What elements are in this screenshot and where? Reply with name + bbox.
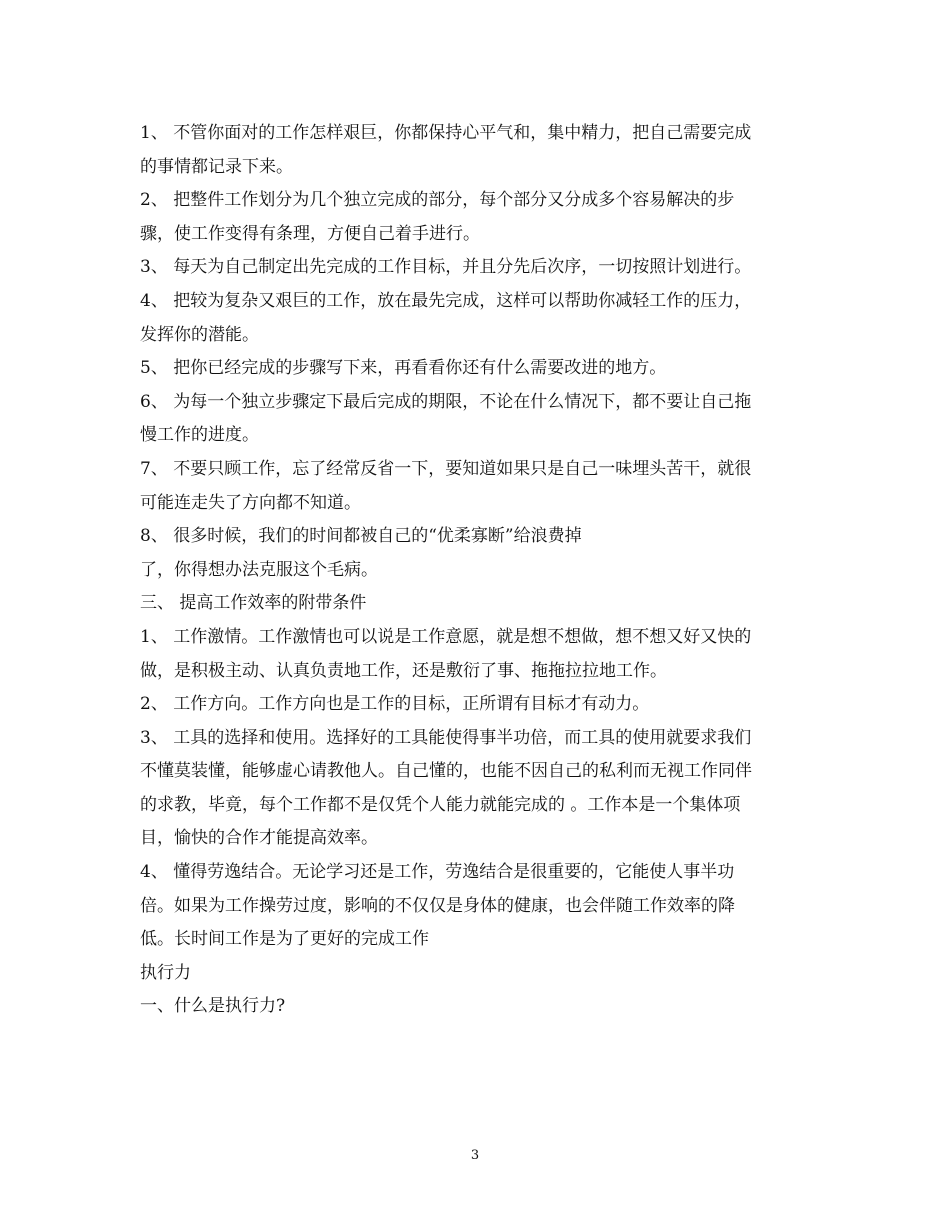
text-line-22: 目，愉快的合作才能提高效率。 [140, 828, 378, 849]
text-line-12: 可能连走失了方向都不知道。 [140, 492, 361, 513]
text-line-6: 4、 把较为复杂又艰巨的工作，放在最先完成，这样可以帮助你减轻工作的压力， [140, 290, 752, 311]
text-line-11: 7、 不要只顾工作，忘了经常反省一下，要知道如果只是自己一味埋头苦干，就很 [140, 458, 752, 479]
text-line-24: 倍。如果为工作操劳过度，影响的不仅仅是身体的健康，也会伴随工作效率的降 [140, 895, 735, 916]
text-line-3: 2、 把整件工作划分为几个独立完成的部分，每个部分又分成多个容易解决的步 [140, 190, 735, 211]
text-line-13: 8、 很多时候，我们的时间都被自己的“优柔寡断”给浪费掉 [140, 526, 582, 547]
text-line-25: 低。长时间工作是为了更好的完成工作 [140, 929, 429, 950]
text-line-18: 2、 工作方向。工作方向也是工作的目标，正所谓有目标才有动力。 [140, 694, 650, 715]
text-line-8: 5、 把你已经完成的步骤写下来，再看看你还有什么需要改进的地方。 [140, 358, 667, 379]
text-line-9: 6、 为每一个独立步骤定下最后完成的期限，不论在什么情况下，都不要让自己拖 [140, 391, 752, 412]
text-line-7: 发挥你的潜能。 [140, 324, 259, 345]
section-heading: 三、 提高工作效率的附带条件 [140, 593, 367, 614]
subsection-title: 执行力 [140, 962, 191, 983]
document-body [140, 117, 815, 1024]
subsection-heading: 一、什么是执行力? [140, 996, 286, 1017]
page-number: 3 [470, 1148, 480, 1163]
text-line-19: 3、 工具的选择和使用。选择好的工具能使得事半功倍，而工具的使用就要求我们 [140, 727, 752, 748]
text-line-2: 的事情都记录下来。 [140, 156, 293, 177]
text-line-20: 不懂莫装懂，能够虚心请教他人。自己懂的，也能不因自己的私利而无视工作同伴 [140, 761, 752, 782]
text-line-1: 1、 不管你面对的工作怎样艰巨，你都保持心平气和，集中精力，把自己需要完成 [140, 123, 752, 143]
text-line-21: 的求教，毕竟，每个工作都不是仅凭个人能力就能完成的 。工作本是一个集体项 [140, 794, 741, 815]
text-line-14: 了，你得想办法克服这个毛病。 [140, 559, 378, 580]
text-line-4: 骤，使工作变得有条理，方便自己着手进行。 [140, 223, 480, 244]
text-line-5: 3、 每天为自己制定出先完成的工作目标，并且分先后次序，一切按照计划进行。 [140, 257, 752, 278]
text-line-10: 慢工作的进度。 [140, 425, 259, 446]
text-line-16: 1、 工作激情。工作激情也可以说是工作意愿，就是想不想做，想不想又好又快的 [140, 626, 752, 647]
text-line-17: 做，是积极主动、认真负责地工作，还是敷衍了事、拖拖拉拉地工作。 [140, 660, 667, 681]
text-line-23: 4、 懂得劳逸结合。无论学习还是工作，劳逸结合是很重要的，它能使人事半功 [140, 862, 735, 883]
